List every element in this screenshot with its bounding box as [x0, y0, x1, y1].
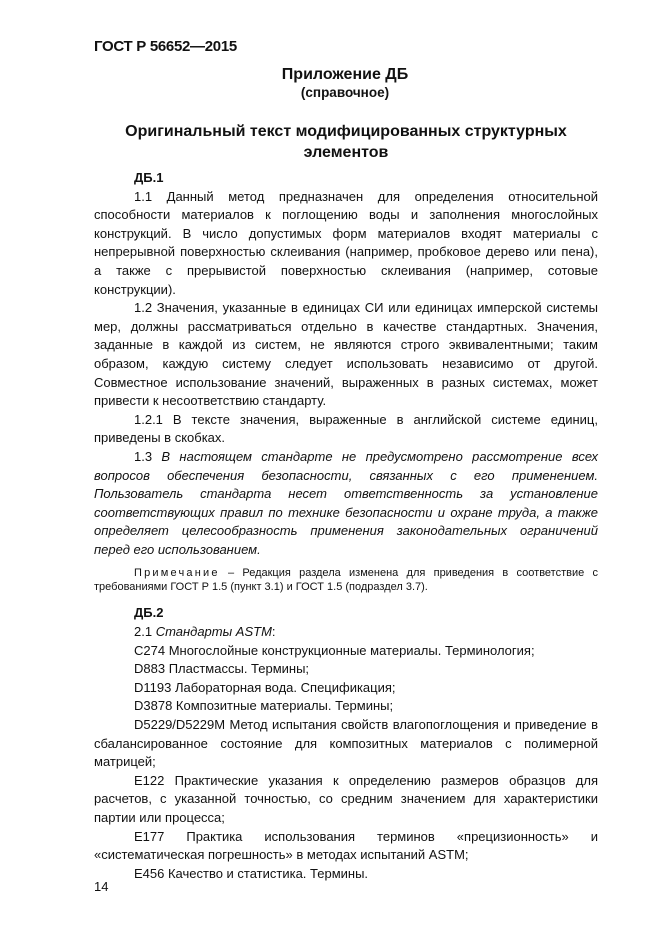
note-label: Примечание	[134, 567, 220, 580]
document-code: ГОСТ Р 56652—2015	[94, 38, 237, 55]
note-text: – Редакция раздела изменена для приведения в соответствие с требованиями ГОСТ Р 1.5 (пункт 3.1) и ГОСТ 1.5 (подраздел 3.7).	[94, 567, 598, 594]
paragraph-number: 2.1	[134, 624, 156, 640]
list-item: D883 Пластмассы. Термины;	[134, 661, 310, 677]
note	[94, 566, 598, 594]
page-number: 14	[94, 879, 109, 894]
colon: :	[271, 624, 276, 640]
paragraph-1-2-1: 1.2.1 В тексте значения, выраженные в английской системе единиц, приведены в скобках.	[94, 411, 598, 446]
section-heading-db1: ДБ.1	[134, 170, 164, 185]
appendix-title: Приложение ДБ	[281, 66, 409, 83]
page-title: Оригинальный текст модифицированных структурных элементов	[125, 123, 567, 161]
list-item: D3878 Композитные материалы. Термины;	[134, 698, 394, 714]
paragraph-1-1: 1.1 Данный метод предназначен для определения относительной способности материалов к поглощению воды и заполнения многослойных конструкций. В число допустимых форм материалов входят материалы с непрерывной поверхностью склеивания (например, пробковое дерево или пена), а также с прерывистой поверхностью склеивания (например, сотовые конструкции).	[94, 188, 598, 297]
list-item: C274 Многослойные конструкционные материалы. Терминология;	[134, 642, 535, 658]
section-heading-db2: ДБ.2	[134, 605, 164, 621]
paragraph-2-1	[94, 623, 598, 642]
list-item: D1193 Лабораторная вода. Спецификация;	[134, 679, 396, 695]
list-item: E456 Качество и статистика. Термины.	[134, 865, 369, 881]
document-body	[94, 169, 598, 883]
paragraph-1-2: 1.2 Значения, указанные в единицах СИ или единицах имперской системы мер, должны рассматриваться отдельно в качестве стандартных. Значения, заданные в каждой из систем, не являются строго эквивалентными; таким образом, каждую систему следует использовать независимо от другой. Совместное использование значений, выраженных в разных системах, может привести к несоответствию стандарту.	[94, 300, 598, 409]
appendix-subtitle: (справочное)	[300, 85, 390, 100]
paragraph-italic-text: Стандарты ASTM	[155, 624, 272, 640]
paragraph-1-3	[94, 448, 598, 560]
list-item: E122 Практические указания к определению размеров образцов для расчетов, с указанной точностью, со средним значением для характеристики партии или процесса;	[94, 772, 598, 825]
paragraph-italic-text: В настоящем стандарте не предусмотрено рассмотрение всех вопросов обеспечения безопасности, связанных с его применением. Пользователь стандарта несет ответственность за установление соответствующих правил по технике безопасности и охране труда, а также определяет целесообразность применения законодательных ограничений перед его использованием.	[94, 448, 598, 557]
list-item: D5229/D5229M Метод испытания свойств влагопоглощения и приведение в сбалансированное состояние для композитных материалов с полимерной матрицей;	[94, 717, 598, 770]
list-item: E177 Практика использования терминов «прецизионность» и «систематическая погрешность» в методах испытаний ASTM;	[94, 828, 598, 863]
paragraph-number: 1.3	[134, 448, 162, 464]
